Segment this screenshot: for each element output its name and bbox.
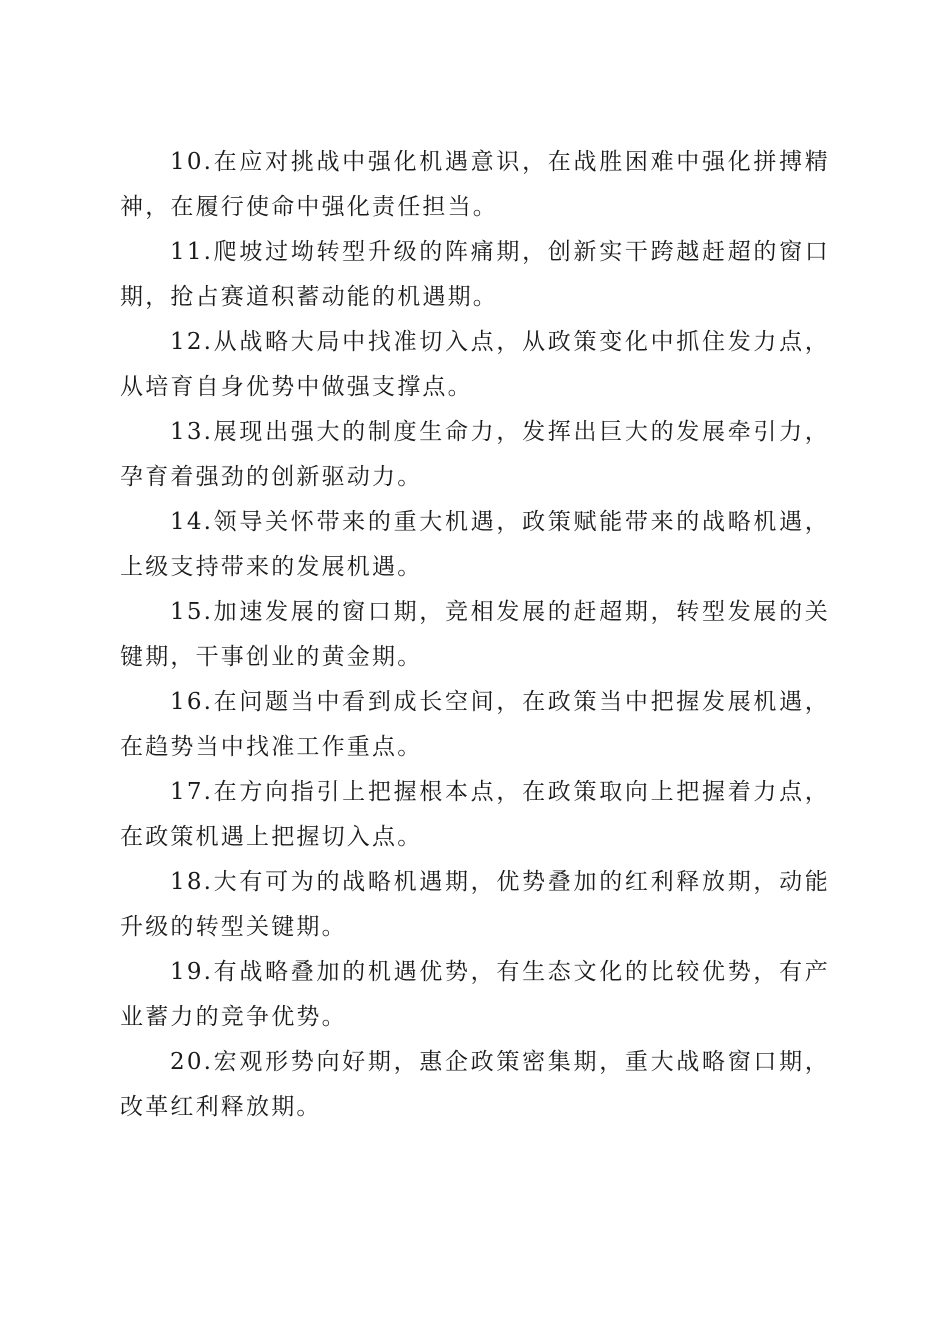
list-item: 14.领导关怀带来的重大机遇，政策赋能带来的战略机遇，上级支持带来的发展机遇。 (120, 509, 830, 580)
list-item: 10.在应对挑战中强化机遇意识，在战胜困难中强化拼搏精神，在履行使命中强化责任担当。 (120, 149, 830, 220)
list-item: 11.爬坡过坳转型升级的阵痛期，创新实干跨越赶超的窗口期，抢占赛道积蓄动能的机遇期。 (120, 239, 830, 310)
list-item: 20.宏观形势向好期，惠企政策密集期，重大战略窗口期，改革红利释放期。 (120, 1049, 830, 1120)
list-item: 13.展现出强大的制度生命力，发挥出巨大的发展牵引力，孕育着强劲的创新驱动力。 (120, 419, 830, 490)
list-item: 17.在方向指引上把握根本点，在政策取向上把握着力点，在政策机遇上把握切入点。 (120, 779, 830, 850)
document-body (120, 140, 830, 1130)
list-item: 16.在问题当中看到成长空间，在政策当中把握发展机遇，在趋势当中找准工作重点。 (120, 689, 830, 760)
list-item: 15.加速发展的窗口期，竞相发展的赶超期，转型发展的关键期，干事创业的黄金期。 (120, 599, 830, 670)
list-item: 19.有战略叠加的机遇优势，有生态文化的比较优势，有产业蓄力的竞争优势。 (120, 959, 830, 1030)
list-item: 18.大有可为的战略机遇期，优势叠加的红利释放期，动能升级的转型关键期。 (120, 869, 830, 940)
list-item: 12.从战略大局中找准切入点，从政策变化中抓住发力点，从培育自身优势中做强支撑点。 (120, 329, 830, 400)
